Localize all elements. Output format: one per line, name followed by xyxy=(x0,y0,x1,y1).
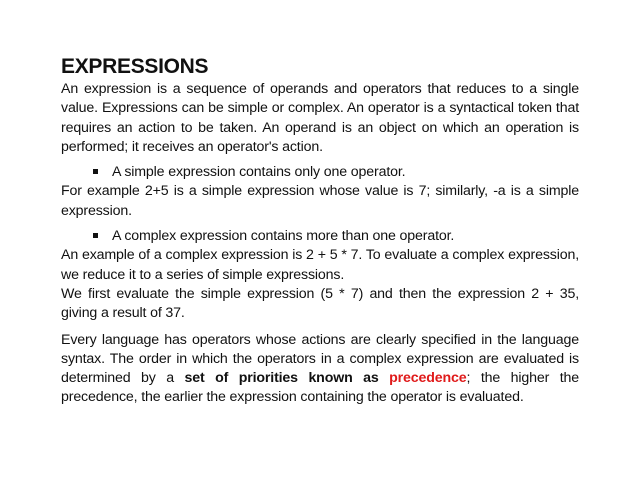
simple-expression-example: For example 2+5 is a simple expression whose value is 7; similarly, -a is a simple expression. xyxy=(61,183,579,219)
precedence-paragraph xyxy=(61,331,579,408)
square-bullet-icon xyxy=(93,233,98,238)
complex-expression-example: An example of a complex expression is 2 + 5 * 7. To evaluate a complex expression, we reduce it to a series of simple expressions. xyxy=(61,247,579,283)
bullet-text: A simple expression contains only one operator. xyxy=(112,164,406,181)
bullet-complex-expression xyxy=(61,227,579,246)
square-bullet-icon xyxy=(93,169,98,174)
bullet-text: A complex expression contains more than one operator. xyxy=(112,228,455,245)
precedence-text-start: Every language has operators whose actions are clearly specified in the language syntax. The order in which the operators in a complex expression are evaluated is determined by a xyxy=(61,331,579,387)
bullet-simple-expression xyxy=(61,163,579,182)
slide-content xyxy=(61,55,579,408)
complex-expression-evaluation: We first evaluate the simple expression (5 * 7) and then the expression 2 + 35, giving a result of 37. xyxy=(61,285,579,322)
precedence-text-end: ; the higher the precedence, the earlier the expression containing the operator is evaluated. xyxy=(61,370,579,406)
intro-paragraph: An expression is a sequence of operands and operators that reduces to a single value. Expressions can be simple or complex. An operator is a syntactical token that requires an action to be taken. An operand is an object on which an operation is performed; it receives an operator's action. xyxy=(61,81,579,155)
priorities-phrase: set of priorities known as xyxy=(184,370,390,387)
precedence-keyword: precedence xyxy=(389,370,467,387)
slide-title: EXPRESSIONS xyxy=(61,55,209,78)
